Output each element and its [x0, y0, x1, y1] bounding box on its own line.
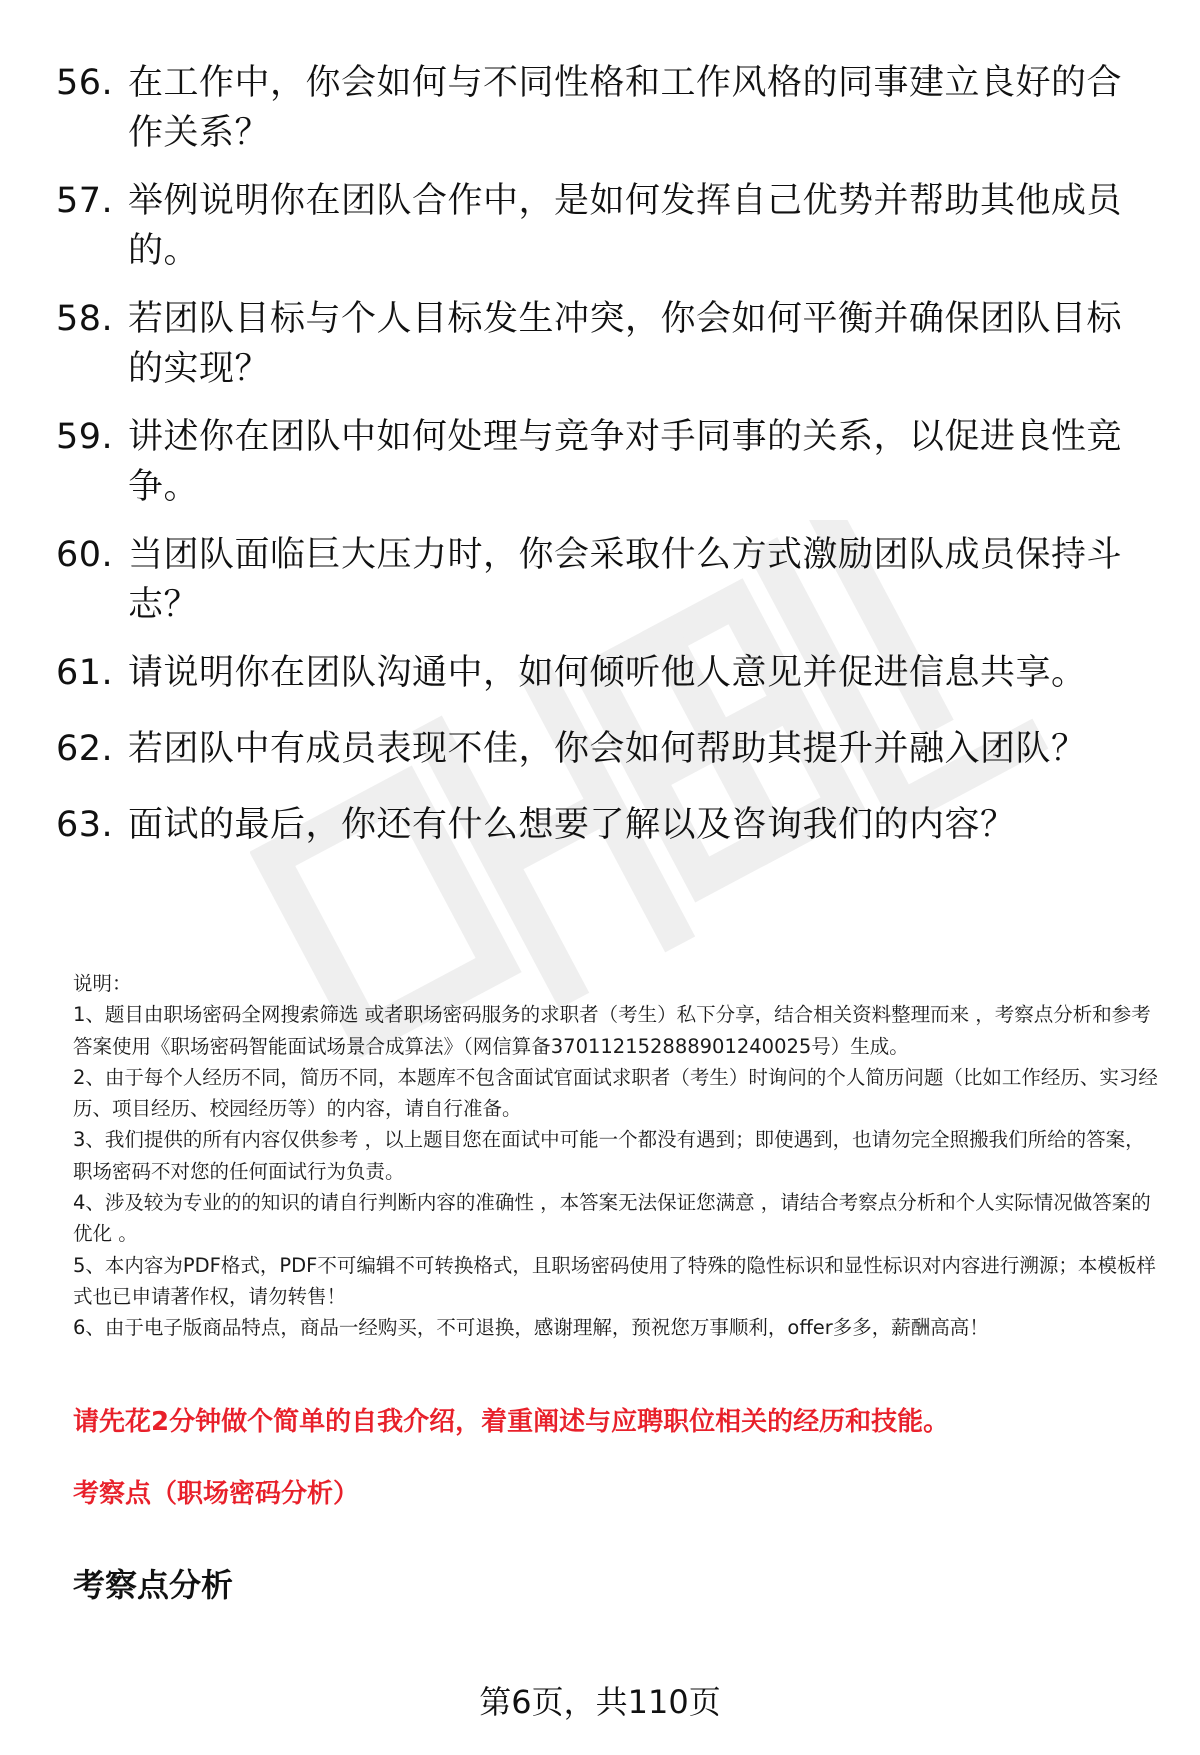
intro-prompt: 请先花2分钟做个简单的自我介绍，着重阐述与应聘职位相关的经历和技能。: [73, 1407, 950, 1437]
page-footer: 第6页，共110页: [479, 1683, 721, 1721]
question-text: 若团队目标与个人目标发生冲突，你会如何平衡并确保团队目标的实现？: [128, 299, 1123, 389]
question-item: [56, 724, 1156, 774]
question-text: 举例说明你在团队合作中，是如何发挥自己优势并帮助其他成员的。: [128, 181, 1123, 271]
question-number: 61.: [56, 653, 114, 693]
question-text: 请说明你在团队沟通中，如何倾听他人意见并促进信息共享。: [128, 653, 1087, 693]
analysis-red-title: 考察点（职场密码分析）: [73, 1479, 360, 1509]
notes-item: 3、我们提供的所有内容仅供参考 ，以上题目您在面试中可能一个都没有遇到；即使遇到，也请勿完全照搬我们所给的答案，职场密码不对您的任何面试行为负责。: [73, 1128, 1145, 1183]
analysis-title: 考察点分析: [73, 1566, 234, 1604]
question-item: [56, 294, 1156, 394]
question-number: 56.: [56, 63, 114, 103]
notes-item: 5、本内容为PDF格式，PDF不可编辑不可转换格式，且职场密码使用了特殊的隐性标识和显性标识对内容进行溯源；本模板样式也已申请著作权，请勿转售！: [73, 1253, 1156, 1308]
notes-title: 说明：: [73, 972, 132, 995]
question-item: [56, 176, 1156, 276]
notes-section: [73, 968, 1163, 1344]
question-text: 当团队面临巨大压力时，你会采取什么方式激励团队成员保持斗志？: [128, 535, 1123, 625]
question-number: 59.: [56, 417, 114, 457]
question-text: 在工作中，你会如何与不同性格和工作风格的同事建立良好的合作关系？: [128, 63, 1123, 153]
notes-item: 6、由于电子版商品特点，商品一经购买，不可退换，感谢理解，预祝您万事顺利，offer多多，薪酬高高！: [73, 1316, 989, 1340]
question-text: 面试的最后，你还有什么想要了解以及咨询我们的内容？: [128, 805, 1016, 845]
notes-item: 4、涉及较为专业的的知识的请自行判断内容的准确性 ，本答案无法保证您满意 ，请结合考察点分析和个人实际情况做答案的优化 。: [73, 1191, 1151, 1246]
question-number: 58.: [56, 299, 114, 339]
question-number: 63.: [56, 805, 114, 845]
question-text: 若团队中有成员表现不佳，你会如何帮助其提升并融入团队？: [128, 729, 1087, 769]
question-number: 62.: [56, 729, 114, 769]
question-item: [56, 58, 1156, 158]
notes-item: 2、由于每个人经历不同，简历不同，本题库不包含面试官面试求职者（考生）时询问的个人简历问题（比如工作经历、实习经历、项目经历、校园经历等）的内容，请自行准备。: [73, 1065, 1158, 1121]
question-text: 讲述你在团队中如何处理与竞争对手同事的关系，以促进良性竞争。: [128, 417, 1123, 507]
question-item: [56, 530, 1156, 630]
question-item: [56, 412, 1156, 512]
question-number: 60.: [56, 535, 114, 575]
question-item: [56, 648, 1156, 698]
notes-item: 1、题目由职场密码全网搜索筛选 或者职场密码服务的求职者（考生）私下分享，结合相关资料整理而来 ，考察点分析和参考答案使用《职场密码智能面试场景合成算法》（网信算备370112152888901240025号）生成。: [73, 1003, 1151, 1058]
question-number: 57.: [56, 181, 114, 221]
question-item: [56, 800, 1156, 850]
